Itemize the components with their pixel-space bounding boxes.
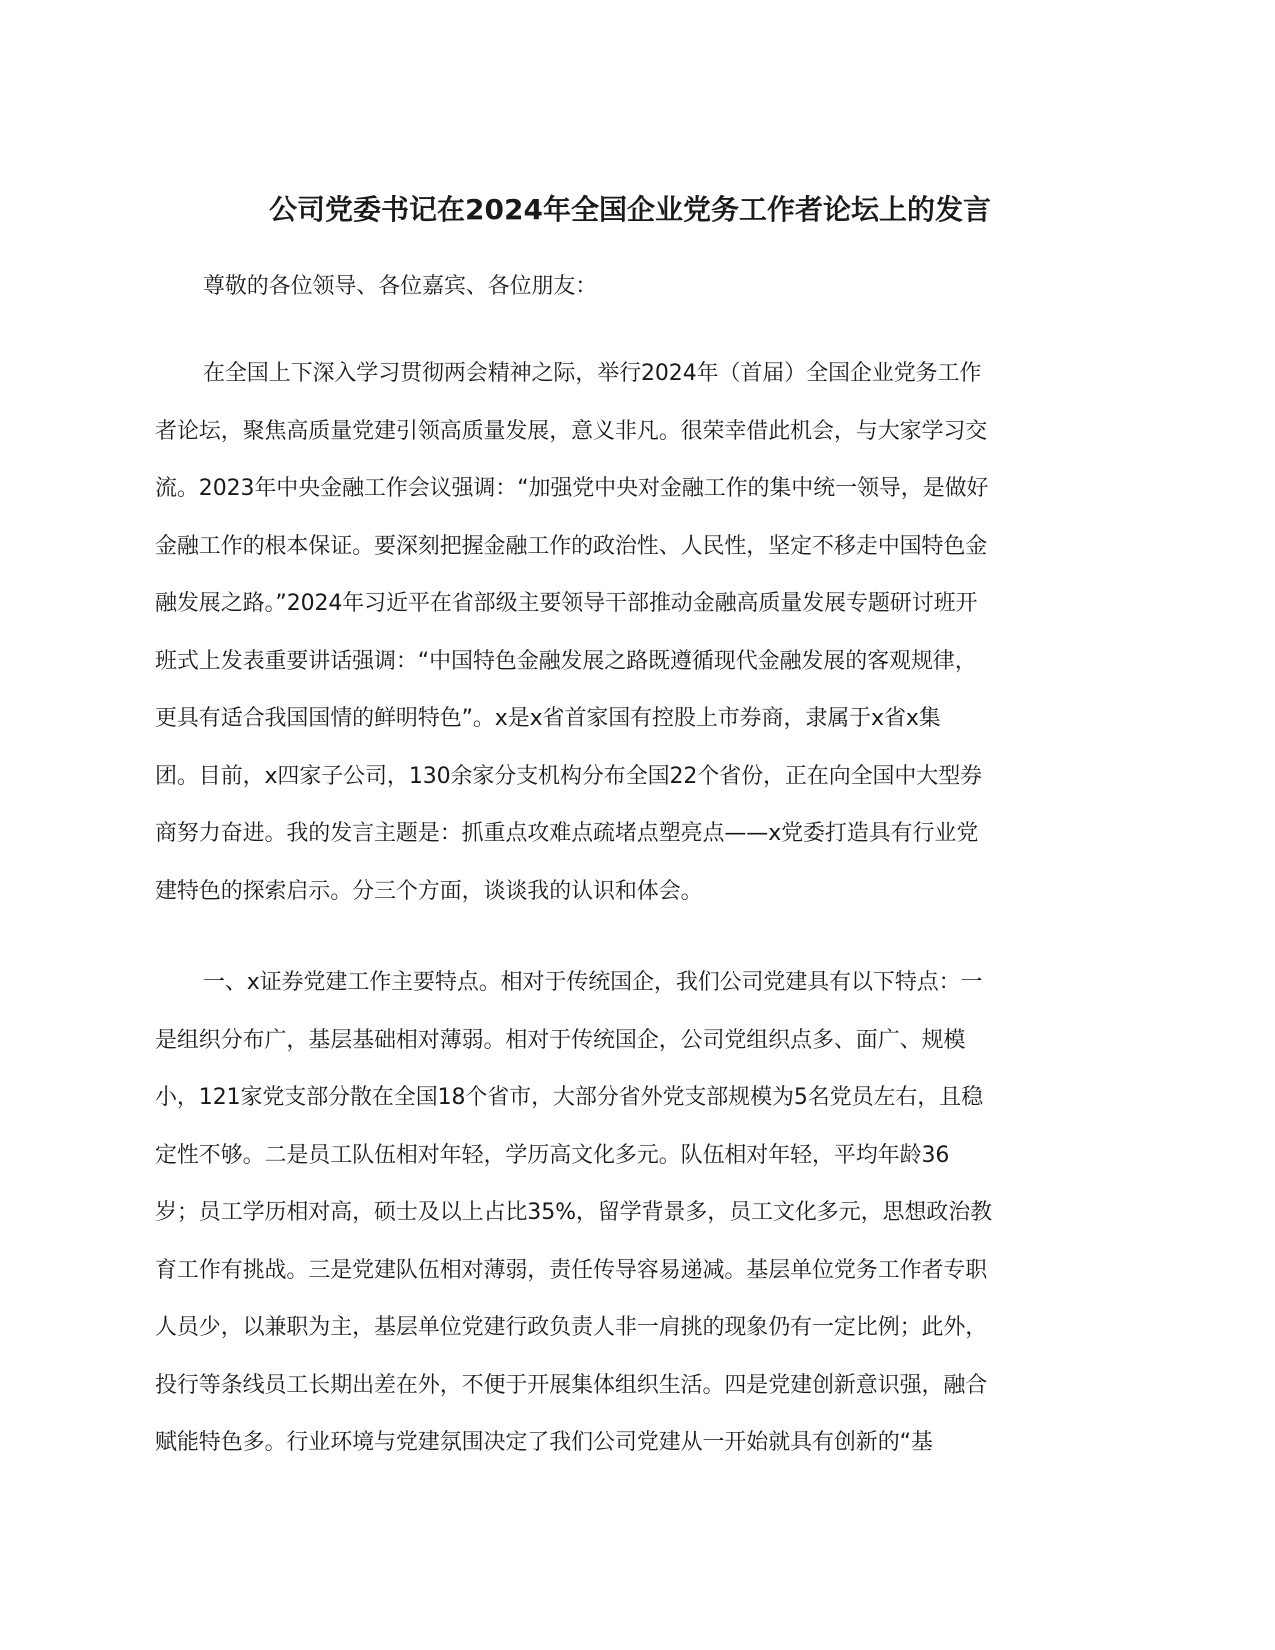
paragraph-line: 商努力奋进。我的发言主题是：抓重点攻难点疏堵点塑亮点——x党委打造具有行业党 xyxy=(155,821,979,846)
paragraph-line: 融发展之路。”2024年习近平在省部级主要领导干部推动金融高质量发展专题研讨班开 xyxy=(155,591,978,616)
paragraph-opening xyxy=(155,345,1115,920)
paragraph-line: 一、x证券党建工作主要特点。相对于传统国企，我们公司党建具有以下特点：一 xyxy=(203,970,983,995)
greeting: 尊敬的各位领导、各位嘉宾、各位朋友： xyxy=(203,274,598,299)
paragraph-line: 定性不够。二是员工队伍相对年轻，学历高文化多元。队伍相对年轻，平均年龄36 xyxy=(155,1142,950,1168)
paragraph-line: 建特色的探索启示。分三个方面，谈谈我的认识和体会。 xyxy=(155,878,703,904)
paragraph-line: 在全国上下深入学习贯彻两会精神之际，举行2024年（首届）全国企业党务工作 xyxy=(203,361,982,386)
paragraph-line: 是组织分布广，基层基础相对薄弱。相对于传统国企，公司党组织点多、面广、规模 xyxy=(155,1027,966,1053)
paragraph-line: 小，121家党支部分散在全国18个省市，大部分省外党支部规模为5名党员左右，且稳 xyxy=(155,1085,983,1110)
paragraph-line: 者论坛，聚焦高质量党建引领高质量发展，意义非凡。很荣幸借此机会，与大家学习交 xyxy=(155,418,988,444)
paragraph-line: 团。目前，x四家子公司，130余家分支机构分布全国22个省份，正在向全国中大型券 xyxy=(155,763,983,789)
document-title: 公司党委书记在2024年全国企业党务工作者论坛上的发言 xyxy=(269,193,991,226)
paragraph-line: 投行等条线员工长期出差在外，不便于开展集体组织生活。四是党建创新意识强，融合 xyxy=(155,1372,988,1398)
paragraph-line: 更具有适合我国国情的鲜明特色”。x是x省首家国有控股上市券商，隶属于x省x集 xyxy=(155,706,941,731)
paragraph-line: 流。2023年中央金融工作会议强调：“加强党中央对金融工作的集中统一领导，是做好 xyxy=(155,476,989,501)
paragraph-line: 人员少，以兼职为主，基层单位党建行政负责人非一肩挑的现象仍有一定比例；此外， xyxy=(155,1315,988,1340)
paragraph-line: 赋能特色多。行业环境与党建氛围决定了我们公司党建从一开始就具有创新的“基 xyxy=(155,1430,933,1455)
paragraph-line: 班式上发表重要讲话强调：“中国特色金融发展之路既遵循现代金融发展的客观规律， xyxy=(155,648,977,674)
paragraph-line: 金融工作的根本保证。要深刻把握金融工作的政治性、人民性，坚定不移走中国特色金 xyxy=(155,533,988,559)
paragraph-line: 岁；员工学历相对高，硕士及以上占比35%，留学背景多，员工文化多元，思想政治教 xyxy=(155,1200,993,1225)
paragraph-line: 育工作有挑战。三是党建队伍相对薄弱，责任传导容易递减。基层单位党务工作者专职 xyxy=(155,1257,988,1283)
paragraph-section-one xyxy=(155,954,1115,1472)
